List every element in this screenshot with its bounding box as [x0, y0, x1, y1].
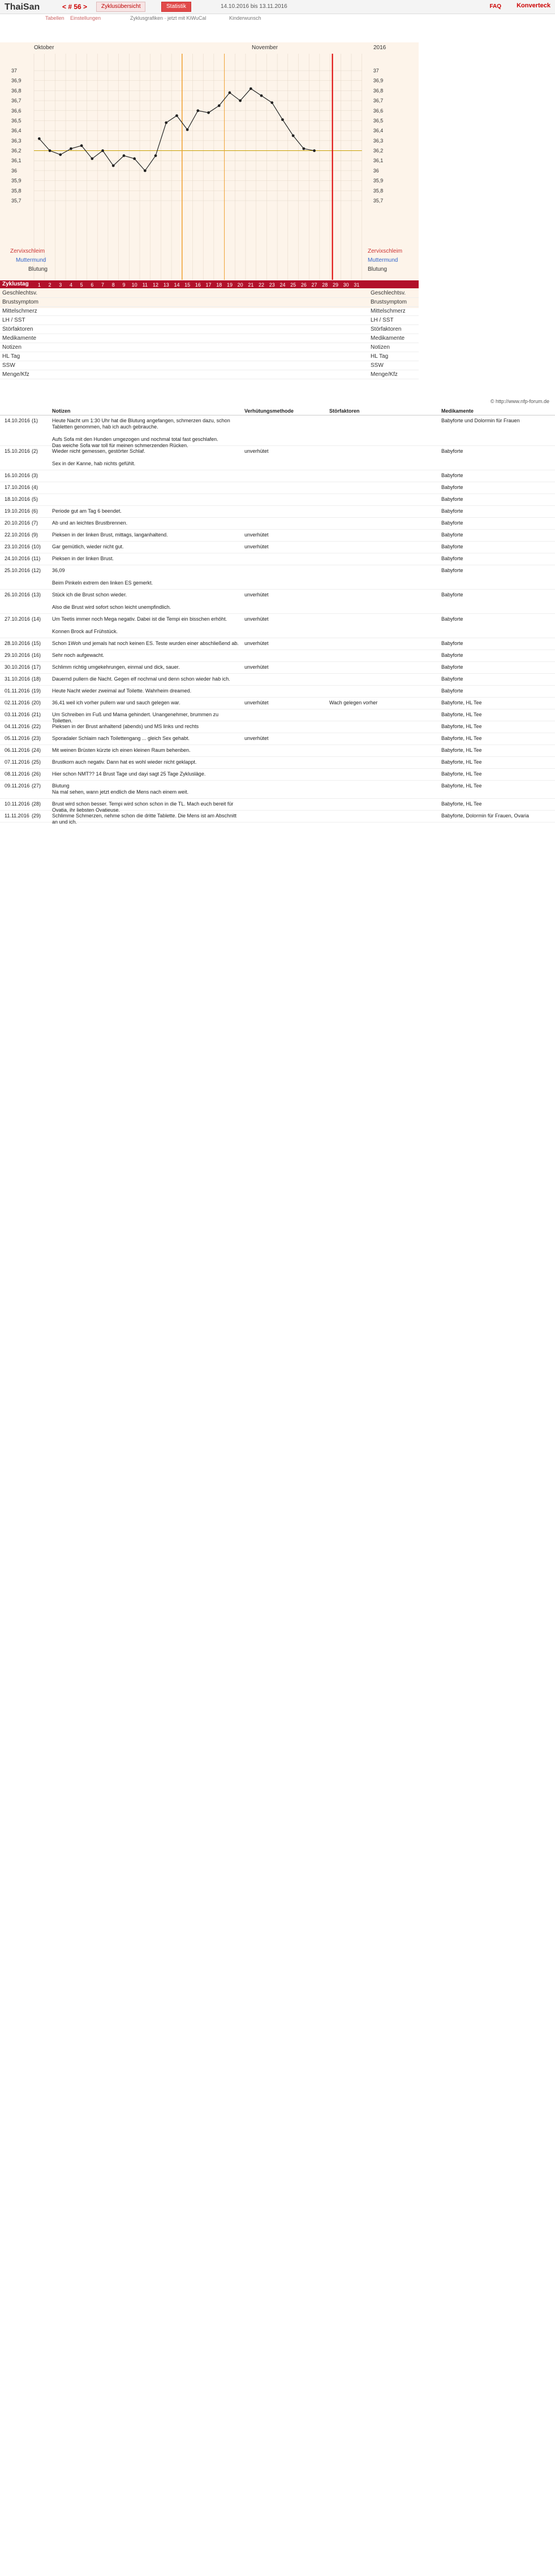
note-method: unverhütet	[244, 735, 269, 741]
note-date: 25.10.2016	[5, 568, 31, 573]
temperature-point	[38, 137, 41, 140]
note-date: 02.11.2016	[5, 700, 30, 705]
table-row	[0, 508, 555, 518]
temp-label: 36,1	[11, 158, 21, 164]
attribute-label: HL Tag	[2, 353, 20, 360]
temp-label-right: 36,6	[373, 107, 384, 114]
note-meds: Babyforte	[441, 652, 463, 658]
note-date: 06.11.2016	[5, 747, 30, 753]
sub-link-einstellungen[interactable]: Einstellungen	[70, 15, 101, 21]
attribute-row	[0, 298, 419, 307]
attribute-label-right: Störfaktoren	[371, 326, 402, 332]
note-date: 29.10.2016	[5, 652, 31, 658]
note-method: unverhütet	[244, 700, 269, 705]
note-meds: Babyforte	[441, 592, 463, 598]
tab-overview[interactable]: Zyklusübersicht	[96, 2, 145, 12]
temperature-point	[239, 99, 242, 102]
note-day: (22)	[32, 724, 41, 729]
table-row	[0, 616, 555, 638]
note-text: Schlimme Schmerzen, nehme schon die dritte Tablette. Die Mens ist am Abschnitt an und ich.	[52, 813, 236, 825]
attribute-row	[0, 353, 419, 361]
attribute-row	[0, 344, 419, 352]
temp-label-right: 36,8	[373, 88, 384, 94]
note-meds: Babyforte	[441, 688, 463, 694]
attribute-row	[0, 308, 419, 316]
note-day: (19)	[32, 688, 41, 694]
note-meds: Babyforte	[441, 664, 463, 670]
note-date: 11.11.2016	[5, 813, 29, 819]
note-day: (1)	[32, 418, 38, 423]
temp-label: 36,5	[11, 118, 21, 124]
header-methode: Verhütungsmethode	[244, 408, 294, 414]
zyklustag-day: 9	[122, 282, 126, 288]
table-row	[0, 472, 555, 482]
note-date: 18.10.2016	[5, 496, 31, 502]
table-row	[0, 664, 555, 674]
temperature-point	[112, 164, 115, 167]
note-day: (3)	[32, 473, 38, 478]
note-day: (4)	[32, 484, 38, 490]
zyklustag-day: 16	[195, 282, 201, 288]
temp-label: 37	[11, 68, 18, 73]
temp-label-right: 36,1	[373, 158, 384, 164]
temp-label: 36,7	[11, 98, 21, 104]
table-row	[0, 567, 555, 590]
note-meds: Babyforte, HL Tee	[441, 712, 482, 717]
note-date: 14.10.2016	[5, 418, 31, 423]
zyklustag-day: 11	[142, 282, 148, 288]
attribute-label-right: Notizen	[371, 344, 390, 350]
temperature-point	[123, 154, 126, 157]
note-day: (20)	[32, 700, 41, 705]
note-day: (7)	[32, 520, 38, 526]
note-day: (5)	[32, 496, 38, 502]
zyklustag-day: 13	[163, 282, 169, 288]
zyklustag-day: 2	[48, 282, 51, 288]
note-date: 27.10.2016	[5, 616, 31, 622]
note-meds: Babyforte, HL Tee	[441, 759, 482, 765]
zyklustag-row	[0, 280, 419, 288]
note-date: 01.11.2016	[5, 688, 30, 694]
temperature-point	[165, 122, 167, 124]
zyklustag-day: 21	[248, 282, 254, 288]
note-text: Schlimm richtig umgekehrungen, einmal und dick, sauer.	[52, 664, 180, 670]
sub-links	[45, 15, 105, 21]
note-method: unverhütet	[244, 448, 269, 454]
table-row	[0, 735, 555, 745]
note-text: Gar gemütlich, wieder nicht gut.	[52, 544, 124, 549]
table-row	[0, 711, 555, 724]
note-meds: Babyforte	[441, 473, 463, 478]
note-date: 09.11.2016	[5, 783, 30, 789]
note-meds: Babyforte	[441, 484, 463, 490]
note-method: unverhütet	[244, 664, 269, 670]
zyklustag-day: 27	[311, 282, 317, 288]
attribute-label-right: Geschlechtsv.	[371, 290, 406, 296]
logo: Konverteck	[517, 2, 550, 9]
note-day: (21)	[32, 712, 41, 717]
note-meds: Babyforte, HL Tee	[441, 724, 482, 729]
temp-label: 36,3	[11, 137, 21, 144]
sub-mid-line: Zyklusgrafiken · jetzt mit KiWuCal	[130, 15, 206, 21]
note-day: (6)	[32, 508, 38, 514]
temp-label-right: 36,2	[373, 148, 384, 154]
temperature-point	[270, 101, 273, 104]
note-meds: Babyforte, HL Tee	[441, 783, 482, 789]
zyklustag-day: 18	[216, 282, 222, 288]
note-meds: Babyforte, HL Tee	[441, 801, 482, 807]
note-text: Stück ich die Brust schon wieder. Also die Brust wird sofort schon leicht unempfindlich.	[52, 592, 171, 610]
temperature-point	[218, 105, 221, 107]
zyklustag-day: 23	[269, 282, 275, 288]
note-date: 19.10.2016	[5, 508, 31, 514]
temp-label-right: 36,9	[373, 77, 384, 84]
zyklustag-day: 17	[205, 282, 212, 288]
note-text: Mit weinen Brüsten kürzte ich einen kleinen Raum behenben.	[52, 747, 191, 753]
temp-label: 35,9	[11, 177, 21, 184]
temp-label: 35,8	[11, 188, 21, 194]
zyklustag-day: 25	[290, 282, 296, 288]
blutung-label-right: Blutung	[368, 266, 387, 272]
note-date: 16.10.2016	[5, 473, 31, 478]
zyklustag-day: 12	[153, 282, 159, 288]
attribute-row	[0, 317, 419, 325]
table-row	[0, 812, 555, 825]
note-text: Wieder nicht gemessen, gestörter Schlaf. Sex in der Kanne, hab nichts gefühlt.	[52, 448, 145, 466]
attribute-label-right: Medikamente	[371, 335, 405, 341]
zyklustag-day: 20	[237, 282, 243, 288]
note-text: 36,09 Beim Pinkeln extrem den linken ES gemerkt.	[52, 568, 153, 586]
note-text: Heute Nacht um 1:30 Uhr hat die Blutung angefangen, schmerzen dazu, schon Tabletten genommen, hab ich auch gebrauche. Aufs Sofa mit den Hunden umgezogen und nochmal total fast geschlafen. Das weiche Sofa war toll für meinen schmerzenden Rücken.	[52, 418, 230, 448]
note-day: (18)	[32, 676, 41, 682]
temp-label: 36,6	[11, 107, 21, 114]
temperature-point	[49, 149, 51, 152]
note-meds: Babyforte, HL Tee	[441, 735, 482, 741]
zyklustag-day: 7	[101, 282, 105, 288]
note-day: (2)	[32, 448, 38, 454]
notes-header	[0, 407, 555, 415]
temperature-point	[154, 154, 157, 157]
cycle-chart	[0, 42, 419, 308]
note-meds: Babyforte	[441, 616, 463, 622]
note-date: 10.11.2016	[5, 801, 30, 807]
temp-label-right: 36,5	[373, 118, 384, 124]
note-text: Schon 1Woh und jemals hat noch keinen ES. Teste wurden einer abschließend ab.	[52, 640, 239, 646]
temperature-point	[101, 149, 104, 152]
temp-label: 36,4	[11, 128, 21, 134]
table-row	[0, 417, 555, 446]
temperature-point	[186, 128, 189, 131]
note-date: 23.10.2016	[5, 544, 31, 549]
table-row	[0, 759, 555, 769]
note-meds: Babyforte	[441, 448, 463, 454]
note-text: Pieksen in der linken Brust.	[52, 556, 114, 561]
note-date: 31.10.2016	[5, 676, 31, 682]
temp-label-right: 37	[373, 68, 379, 73]
zyklustag-day: 5	[80, 282, 83, 288]
zyklustag-day: 24	[279, 282, 286, 288]
zyklustag-day: 1	[37, 282, 41, 288]
temperature-point	[144, 170, 147, 172]
temp-label-right: 36	[373, 167, 379, 174]
note-day: (23)	[32, 735, 41, 741]
note-day: (15)	[32, 640, 41, 646]
attribute-label: LH / SST	[2, 317, 25, 323]
note-text: 36,41 weil ich vorher pullern war und sauch gelegen war.	[52, 700, 180, 705]
attribute-row	[0, 289, 419, 298]
zyklustag-day: 8	[111, 282, 115, 288]
zervix-label: Zervixschleim	[10, 248, 45, 254]
zyklustag-day: 19	[226, 282, 233, 288]
note-text: Heute Nacht wieder zweimal auf Toilette. Wahrheim dreamed.	[52, 688, 192, 694]
table-row	[0, 496, 555, 506]
note-date: 26.10.2016	[5, 592, 31, 598]
attribute-label-right: SSW	[371, 362, 384, 369]
note-meds: Babyforte	[441, 568, 463, 573]
zyklustag-day: 3	[59, 282, 62, 288]
attribute-label: Notizen	[2, 344, 21, 350]
temp-label-right: 36,3	[373, 137, 384, 144]
note-method: unverhütet	[244, 544, 269, 549]
note-day: (28)	[32, 801, 41, 807]
note-date: 28.10.2016	[5, 640, 31, 646]
temp-label: 36	[11, 167, 18, 174]
temperature-point	[91, 157, 93, 160]
note-day: (9)	[32, 532, 38, 538]
note-date: 17.10.2016	[5, 484, 31, 490]
zyklustag-days	[0, 280, 419, 288]
note-day: (13)	[32, 592, 41, 598]
note-day: (12)	[32, 568, 41, 573]
note-meds: Babyforte	[441, 676, 463, 682]
note-day: (10)	[32, 544, 41, 549]
note-meds: Babyforte	[441, 640, 463, 646]
temperature-line	[39, 89, 314, 171]
note-text: Pieksen in der linken Brust, mittags, langanhaltend.	[52, 532, 168, 538]
note-day: (14)	[32, 616, 41, 622]
temperature-point	[260, 94, 263, 97]
attribute-row	[0, 371, 419, 379]
sub-link-tabellen[interactable]: Tabellen	[45, 15, 64, 21]
note-meds: Babyforte, Dolormin für Frauen, Ovaria	[441, 813, 530, 819]
table-row	[0, 640, 555, 650]
note-method: unverhütet	[244, 532, 269, 538]
temperature-point	[175, 114, 178, 117]
brand-title: ThaiSan	[5, 2, 40, 12]
zyklustag-day: 29	[332, 282, 338, 288]
mutter-label: Muttermund	[16, 257, 46, 263]
month-left: Oktober	[34, 45, 54, 51]
temperature-point	[292, 135, 295, 137]
table-row	[0, 484, 555, 494]
temp-label: 36,8	[11, 88, 21, 94]
zyklustag-day: 28	[322, 282, 328, 288]
temp-label-right: 35,7	[373, 198, 384, 204]
attribute-row	[0, 326, 419, 334]
month-center: November	[252, 45, 278, 51]
temperature-point	[196, 109, 199, 112]
note-text: Hier schon NMT?? 14 Brust Tage und dayi sagt 25 Tage Zyklusläge.	[52, 771, 206, 777]
blutung-label: Blutung	[28, 266, 48, 272]
temperature-point	[70, 148, 72, 150]
zyklustag-day: 31	[354, 282, 360, 288]
table-row	[0, 543, 555, 553]
note-text: Sehr noch aufgewacht.	[52, 652, 105, 658]
temperature-point	[80, 144, 83, 147]
note-day: (24)	[32, 747, 41, 753]
temperature-point	[249, 87, 252, 90]
table-row	[0, 555, 555, 565]
note-date: 03.11.2016	[5, 712, 30, 717]
note-method: unverhütet	[244, 640, 269, 646]
table-row	[0, 591, 555, 614]
month-right: 2016	[373, 45, 386, 51]
note-day: (26)	[32, 771, 41, 777]
zyklustag-day: 22	[259, 282, 265, 288]
table-row	[0, 531, 555, 542]
note-text: Um Schreiben im Fuß und Mama gehindert. Unangenehmer, brummen zu Toiletten.	[52, 712, 219, 724]
attribute-label-right: LH / SST	[371, 317, 394, 323]
attribute-label-right: Menge/Kfz	[371, 371, 398, 378]
note-text: Pieksen in der Brust anhaltend (abends) und MS links und rechts	[52, 724, 199, 729]
table-row	[0, 676, 555, 686]
note-meds: Babyforte	[441, 556, 463, 561]
table-row	[0, 747, 555, 757]
temperature-chart	[0, 42, 419, 280]
note-day: (27)	[32, 783, 41, 789]
note-date: 07.11.2016	[5, 759, 30, 765]
header-notizen: Notizen	[52, 408, 71, 414]
zyklustag-day: 30	[343, 282, 349, 288]
temperature-point	[313, 149, 316, 152]
temp-label: 36,2	[11, 148, 21, 154]
note-meds: Babyforte, HL Tee	[441, 700, 482, 705]
attribute-label: Mittelschmerz	[2, 308, 37, 314]
zyklustag-day: 6	[91, 282, 94, 288]
temp-label: 35,7	[11, 198, 21, 204]
note-text: Dauernd pullern die Nacht. Gegen elf nochmal und denn schon wieder hab ich.	[52, 676, 230, 682]
zyklustag-day: 26	[300, 282, 307, 288]
note-date: 05.11.2016	[5, 735, 30, 741]
note-day: (17)	[32, 664, 41, 670]
attribute-row	[0, 335, 419, 343]
note-meds: Babyforte	[441, 532, 463, 538]
credit: © http://www.nfp-forum.de	[490, 399, 549, 404]
table-row	[0, 652, 555, 662]
note-date: 04.11.2016	[5, 724, 30, 729]
note-meds: Babyforte, HL Tee	[441, 747, 482, 753]
note-text: Ab und an leichtes Brustbrennen.	[52, 520, 128, 526]
attribute-label-right: Brustsymptom	[371, 299, 407, 305]
table-row	[0, 448, 555, 470]
note-day: (11)	[32, 556, 41, 561]
zyklustag-day: 14	[174, 282, 180, 288]
note-text: Sporadaler Schlaim nach Toilettengang ... gleich Sex gehabt.	[52, 735, 190, 741]
zervix-label-right: Zervixschleim	[368, 248, 403, 254]
temperature-point	[229, 92, 231, 94]
note-text: Brust wird schon besser. Tempi wird schon schon in die TL. Mach euch bereit für Ovatia, ihr liebsten Ovatieuse.	[52, 801, 234, 813]
table-row	[0, 770, 555, 781]
attribute-row	[0, 362, 419, 370]
note-day: (25)	[32, 759, 41, 765]
header-stoer: Störfaktoren	[329, 408, 360, 414]
table-row	[0, 699, 555, 709]
note-meds: Babyforte	[441, 544, 463, 549]
temperature-point	[281, 118, 284, 121]
zyklustag-day: 10	[131, 282, 137, 288]
note-date: 24.10.2016	[5, 556, 31, 561]
top-bar	[0, 0, 555, 14]
note-text: Brustkorn auch negativ. Dann hat es wohl wieder nicht geklappt.	[52, 759, 197, 765]
cycle-nav[interactable]: < # 56 >	[62, 3, 88, 11]
note-meds: Babyforte	[441, 496, 463, 502]
note-method: unverhütet	[244, 592, 269, 598]
faq-link[interactable]: FAQ	[489, 3, 501, 10]
note-method: unverhütet	[244, 616, 269, 622]
sub-right-line: Kinderwunsch	[229, 15, 261, 21]
note-meds: Babyforte	[441, 520, 463, 526]
note-meds: Babyforte, HL Tee	[441, 771, 482, 777]
date-range: 14.10.2016 bis 13.11.2016	[221, 3, 287, 10]
table-row	[0, 687, 555, 698]
attribute-label-right: Mittelschmerz	[371, 308, 406, 314]
note-text: Periode gut am Tag 6 beendet.	[52, 508, 122, 514]
note-date: 30.10.2016	[5, 664, 31, 670]
tab-statistik[interactable]: Statistik	[161, 2, 191, 12]
attribute-label-right: HL Tag	[371, 353, 389, 360]
note-date: 20.10.2016	[5, 520, 31, 526]
note-text: Blutung Na mal sehen, wann jetzt endlich die Mens nach einem weit.	[52, 783, 189, 795]
note-date: 15.10.2016	[5, 448, 31, 454]
table-row	[0, 782, 555, 799]
note-date: 22.10.2016	[5, 532, 31, 538]
temp-label-right: 35,9	[373, 177, 384, 184]
temp-label-right: 36,7	[373, 98, 384, 104]
temp-label-right: 35,8	[373, 188, 384, 194]
attribute-label: Störfaktoren	[2, 326, 33, 332]
note-stoer: Wach gelegen vorher	[329, 700, 378, 705]
header-meds: Medikamente	[441, 408, 474, 414]
note-day: (29)	[32, 813, 41, 819]
note-meds: Babyforte und Dolormin für Frauen	[441, 418, 520, 423]
note-day: (16)	[32, 652, 41, 658]
attribute-label: Menge/Kfz	[2, 371, 29, 378]
attribute-label: Geschlechtsv.	[2, 290, 38, 296]
table-row	[0, 519, 555, 530]
zyklustag-day: 15	[184, 282, 191, 288]
table-row	[0, 800, 555, 811]
attribute-label: SSW	[2, 362, 15, 369]
temp-label-right: 36,4	[373, 128, 384, 134]
mutter-label-right: Muttermund	[368, 257, 398, 263]
attribute-label: Medikamente	[2, 335, 37, 341]
note-date: 08.11.2016	[5, 771, 30, 777]
temperature-point	[133, 157, 136, 160]
temp-label: 36,9	[11, 77, 21, 84]
attribute-label: Brustsymptom	[2, 299, 38, 305]
note-text: Um Teetis immer noch Mega negativ. Dabei ist die Tempi ein bisschen erhöht. Konnen Brock auf Frühstück.	[52, 616, 227, 634]
temperature-point	[302, 148, 305, 150]
temperature-point	[207, 111, 210, 114]
temperature-point	[59, 153, 62, 156]
zyklustag-label: Zyklustag	[2, 281, 29, 287]
note-meds: Babyforte	[441, 508, 463, 514]
zyklustag-day: 4	[69, 282, 72, 288]
table-row	[0, 723, 555, 733]
